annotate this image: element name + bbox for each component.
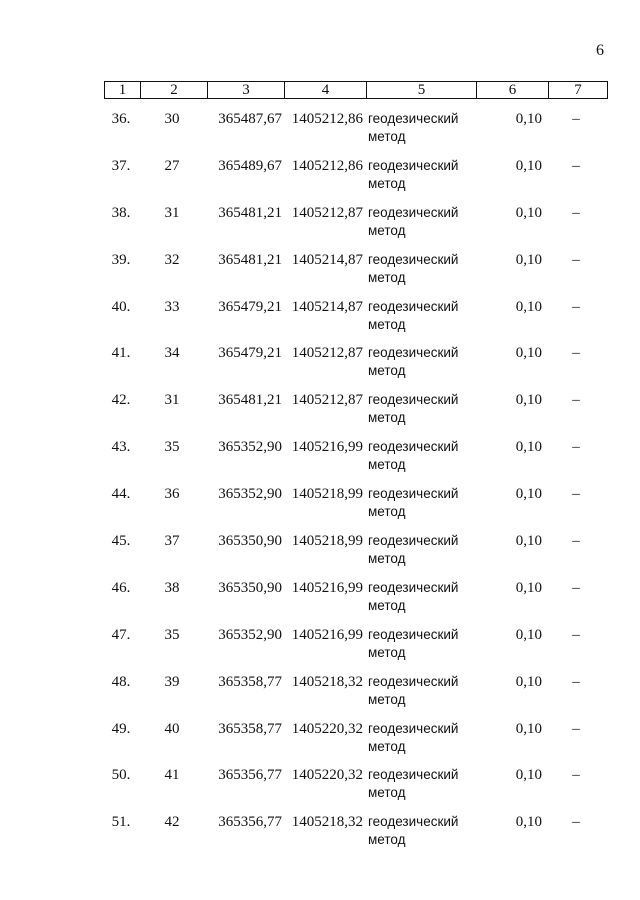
cell-coord-x: 365479,21 — [218, 298, 282, 315]
cell-row-number: 44. — [111, 486, 131, 503]
cell-point-number: 30 — [164, 111, 180, 127]
cell-method: геодезический метод — [368, 486, 459, 520]
cell-row-number: 48. — [111, 673, 131, 690]
header-col-3: 3 — [207, 82, 284, 98]
page-number: 6 — [596, 42, 604, 59]
cell-coord-y: 1405218,32 — [291, 814, 363, 831]
cell-row-number: 40. — [111, 298, 131, 315]
cell-method: геодезический метод — [368, 345, 459, 379]
cell-coord-y: 1405214,87 — [291, 251, 363, 268]
cell-method: геодезический метод — [368, 111, 459, 144]
header-col-1: 1 — [118, 82, 127, 98]
table-row — [0, 157, 640, 204]
cell-accuracy: 0,10 — [515, 720, 542, 737]
table-row — [0, 532, 640, 579]
cell-row-number: 50. — [111, 767, 131, 784]
table-row — [0, 485, 640, 532]
cell-coord-x: 365352,90 — [218, 626, 282, 643]
cell-point-number: 35 — [164, 439, 180, 456]
cell-row-number: 39. — [111, 251, 131, 268]
table-row — [0, 344, 640, 391]
cell-coord-y: 1405212,87 — [291, 204, 363, 221]
cell-point-number: 38 — [164, 579, 180, 596]
cell-coord-x: 365352,90 — [218, 439, 282, 456]
cell-accuracy: 0,10 — [515, 673, 542, 690]
cell-coord-x: 365358,77 — [218, 720, 282, 737]
cell-method: геодезический метод — [368, 251, 459, 285]
cell-coord-y: 1405212,87 — [291, 345, 363, 362]
cell-accuracy: 0,10 — [515, 345, 542, 362]
cell-coord-y: 1405218,32 — [291, 673, 363, 690]
cell-method: геодезический метод — [368, 579, 459, 613]
cell-note: – — [572, 111, 580, 127]
cell-coord-x: 365350,90 — [218, 533, 282, 550]
cell-accuracy: 0,10 — [515, 204, 542, 221]
table-header — [104, 81, 608, 99]
cell-point-number: 31 — [164, 392, 180, 409]
cell-coord-x: 365481,21 — [218, 392, 282, 409]
cell-method: геодезический метод — [368, 673, 459, 707]
cell-note: – — [572, 814, 580, 831]
cell-point-number: 36 — [164, 486, 180, 503]
cell-point-number: 35 — [164, 626, 180, 643]
cell-row-number: 38. — [111, 204, 131, 221]
cell-coord-y: 1405218,99 — [291, 486, 363, 503]
cell-coord-x: 365350,90 — [218, 579, 282, 596]
cell-note: – — [572, 486, 580, 503]
table-row — [0, 626, 640, 673]
table-body — [0, 110, 640, 860]
cell-point-number: 41 — [164, 767, 180, 784]
cell-coord-y: 1405220,32 — [291, 720, 363, 737]
cell-accuracy: 0,10 — [515, 767, 542, 784]
cell-note: – — [572, 767, 580, 784]
cell-coord-y: 1405216,99 — [291, 579, 363, 596]
cell-method: геодезический метод — [368, 814, 459, 848]
table-row — [0, 391, 640, 438]
cell-row-number: 45. — [111, 533, 131, 550]
cell-note: – — [572, 673, 580, 690]
cell-accuracy: 0,10 — [515, 579, 542, 596]
cell-accuracy: 0,10 — [515, 486, 542, 503]
header-col-6: 6 — [476, 82, 548, 98]
cell-row-number: 46. — [111, 579, 131, 596]
header-col-7: 7 — [548, 82, 607, 98]
cell-point-number: 37 — [164, 533, 180, 550]
cell-accuracy: 0,10 — [515, 298, 542, 315]
cell-point-number: 33 — [164, 298, 180, 315]
table-row — [0, 813, 640, 860]
cell-coord-y: 1405212,86 — [291, 157, 363, 174]
table-row — [0, 110, 640, 157]
cell-coord-x: 365487,67 — [218, 111, 282, 127]
cell-row-number: 42. — [111, 392, 131, 409]
header-col-2: 2 — [140, 82, 207, 98]
cell-note: – — [572, 298, 580, 315]
table-row — [0, 579, 640, 626]
cell-point-number: 42 — [164, 814, 180, 831]
cell-coord-x: 365352,90 — [218, 486, 282, 503]
cell-row-number: 49. — [111, 720, 131, 737]
cell-coord-y: 1405216,99 — [291, 439, 363, 456]
cell-row-number: 51. — [111, 814, 131, 831]
cell-row-number: 43. — [111, 439, 131, 456]
cell-method: геодезический метод — [368, 533, 459, 567]
cell-note: – — [572, 533, 580, 550]
table-row — [0, 251, 640, 298]
cell-coord-x: 365358,77 — [218, 673, 282, 690]
cell-accuracy: 0,10 — [515, 626, 542, 643]
cell-note: – — [572, 345, 580, 362]
header-col-4: 4 — [284, 82, 366, 98]
header-col-5: 5 — [366, 82, 476, 98]
table-row — [0, 438, 640, 485]
table-row — [0, 204, 640, 251]
cell-method: геодезический метод — [368, 767, 459, 801]
cell-coord-y: 1405216,99 — [291, 626, 363, 643]
cell-row-number: 36. — [111, 111, 131, 127]
cell-point-number: 32 — [164, 251, 180, 268]
cell-accuracy: 0,10 — [515, 157, 542, 174]
cell-accuracy: 0,10 — [515, 392, 542, 409]
cell-coord-y: 1405214,87 — [291, 298, 363, 315]
cell-note: – — [572, 720, 580, 737]
cell-method: геодезический метод — [368, 720, 459, 754]
cell-coord-y: 1405218,99 — [291, 533, 363, 550]
cell-note: – — [572, 439, 580, 456]
table-row — [0, 673, 640, 720]
cell-note: – — [572, 157, 580, 174]
cell-note: – — [572, 392, 580, 409]
cell-method: геодезический метод — [368, 439, 459, 473]
cell-method: геодезический метод — [368, 204, 459, 238]
cell-row-number: 41. — [111, 345, 131, 362]
cell-method: геодезический метод — [368, 626, 459, 660]
cell-accuracy: 0,10 — [515, 533, 542, 550]
cell-method: геодезический метод — [368, 157, 459, 191]
cell-point-number: 39 — [164, 673, 180, 690]
cell-accuracy: 0,10 — [515, 814, 542, 831]
cell-coord-x: 365356,77 — [218, 814, 282, 831]
cell-coord-y: 1405212,86 — [291, 111, 363, 127]
cell-note: – — [572, 579, 580, 596]
cell-point-number: 27 — [164, 157, 180, 174]
cell-coord-x: 365479,21 — [218, 345, 282, 362]
cell-note: – — [572, 204, 580, 221]
table-row — [0, 720, 640, 767]
cell-coord-y: 1405220,32 — [291, 767, 363, 784]
cell-coord-y: 1405212,87 — [291, 392, 363, 409]
cell-accuracy: 0,10 — [515, 439, 542, 456]
table-row — [0, 298, 640, 345]
cell-row-number: 37. — [111, 157, 131, 174]
cell-method: геодезический метод — [368, 392, 459, 426]
cell-note: – — [572, 251, 580, 268]
cell-note: – — [572, 626, 580, 643]
cell-point-number: 40 — [164, 720, 180, 737]
cell-coord-x: 365356,77 — [218, 767, 282, 784]
cell-point-number: 31 — [164, 204, 180, 221]
cell-row-number: 47. — [111, 626, 131, 643]
cell-coord-x: 365481,21 — [218, 251, 282, 268]
cell-accuracy: 0,10 — [515, 111, 542, 127]
table-row — [0, 766, 640, 813]
cell-coord-x: 365489,67 — [218, 157, 282, 174]
cell-method: геодезический метод — [368, 298, 459, 332]
cell-accuracy: 0,10 — [515, 251, 542, 268]
cell-coord-x: 365481,21 — [218, 204, 282, 221]
cell-point-number: 34 — [164, 345, 180, 362]
